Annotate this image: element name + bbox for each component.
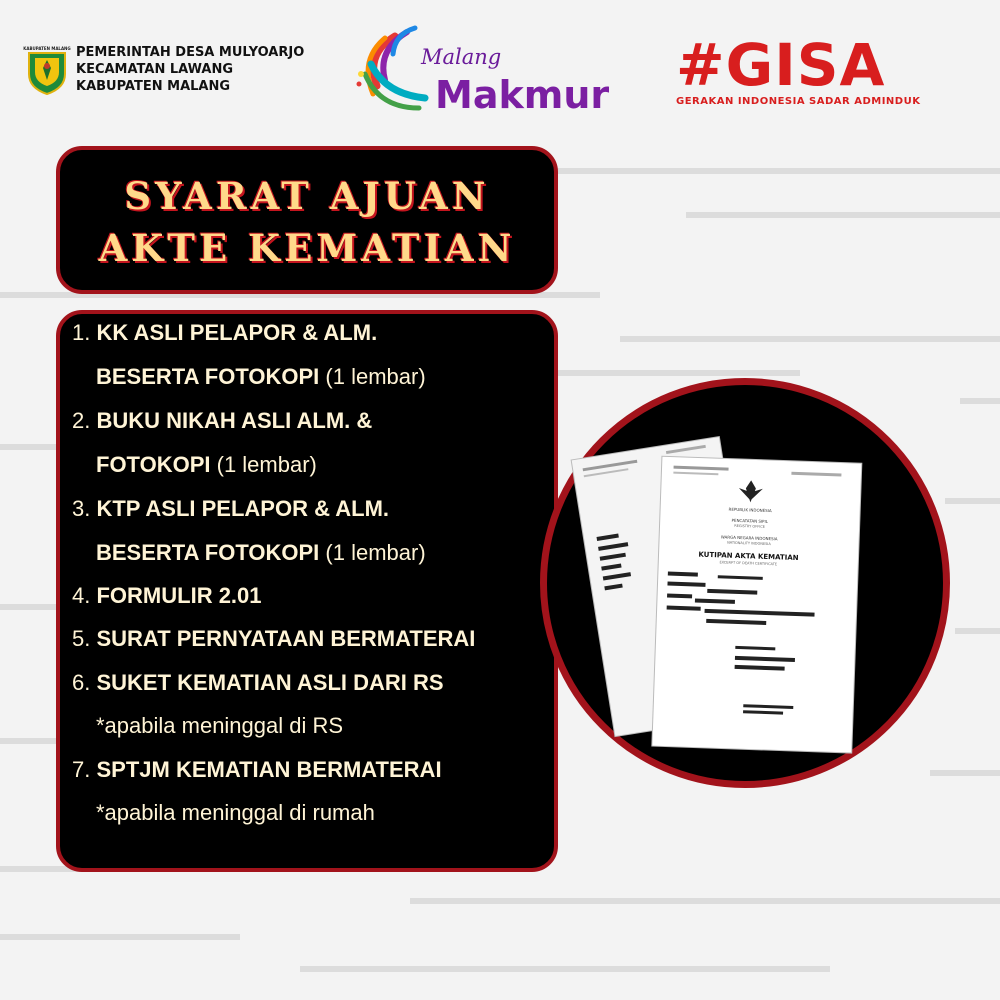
svg-text:WARGA NEGARA INDONESIA: WARGA NEGARA INDONESIA xyxy=(720,534,778,542)
item-number: 7. xyxy=(72,757,91,782)
makmur-wordmark: Makmur xyxy=(435,73,610,117)
title-line-2: AKTE KEMATIAN xyxy=(98,226,516,270)
regency-emblem-icon xyxy=(23,44,71,96)
gisa-title: #GISA xyxy=(676,31,886,99)
svg-text:PENCATATAN SIPIL: PENCATATAN SIPIL xyxy=(731,517,769,524)
death-certificate-image xyxy=(547,385,943,781)
title-line-1: SYARAT AJUAN xyxy=(124,174,490,218)
item-number: 3. xyxy=(72,496,91,521)
list-item-continuation xyxy=(96,450,317,480)
item-text: FORMULIR 2.01 xyxy=(96,583,262,608)
malang-makmur-logo xyxy=(355,24,635,116)
item-text: KK ASLI PELAPOR & ALM. xyxy=(96,320,378,345)
item-number: 4. xyxy=(72,583,91,608)
list-item xyxy=(72,668,444,698)
item-text: BESERTA FOTOKOPI xyxy=(96,540,320,565)
item-number: 1. xyxy=(72,320,91,345)
list-item-continuation xyxy=(96,538,426,568)
item-note-text: *apabila meninggal di rumah xyxy=(96,800,375,825)
item-note xyxy=(96,711,343,741)
item-text: SUKET KEMATIAN ASLI DARI RS xyxy=(96,670,444,695)
gisa-logo xyxy=(676,31,976,108)
item-quantity: (1 lembar) xyxy=(325,540,426,565)
gisa-subtitle: GERAKAN INDONESIA SADAR ADMINDUK xyxy=(676,96,921,107)
item-text: SPTJM KEMATIAN BERMATERAI xyxy=(96,757,442,782)
item-text: FOTOKOPI xyxy=(96,452,211,477)
item-quantity: (1 lembar) xyxy=(325,364,426,389)
item-number: 5. xyxy=(72,626,91,651)
requirements-list xyxy=(56,310,558,872)
item-quantity: (1 lembar) xyxy=(216,452,317,477)
svg-text:EXCERPT OF DEATH CERTIFICATE: EXCERPT OF DEATH CERTIFICATE xyxy=(719,560,778,567)
item-text: BESERTA FOTOKOPI xyxy=(96,364,320,389)
item-note xyxy=(96,798,375,828)
regency-name: KABUPATEN MALANG xyxy=(76,79,231,94)
government-name xyxy=(76,44,304,95)
title-box xyxy=(56,146,558,294)
list-item xyxy=(72,318,377,348)
rainbow-swirl-icon xyxy=(357,28,426,108)
item-text: BUKU NIKAH ASLI ALM. & xyxy=(96,408,373,433)
village-name: PEMERINTAH DESA MULYOARJO xyxy=(76,45,305,60)
item-note-text: *apabila meninggal di RS xyxy=(96,713,344,738)
malang-script: Malang xyxy=(421,45,502,69)
item-text: KTP ASLI PELAPOR & ALM. xyxy=(96,496,390,521)
list-item xyxy=(72,581,262,611)
list-item xyxy=(72,406,372,436)
svg-text:NATIONALITY INDONESIA: NATIONALITY INDONESIA xyxy=(727,540,771,547)
list-item xyxy=(72,624,475,654)
government-header xyxy=(23,40,346,100)
list-item xyxy=(72,494,389,524)
svg-text:REGISTRY OFFICE: REGISTRY OFFICE xyxy=(734,523,765,529)
list-item xyxy=(72,755,442,785)
certificate-circle xyxy=(540,378,950,788)
item-number: 2. xyxy=(72,408,91,433)
list-item-continuation xyxy=(96,362,426,392)
certificate-front-page xyxy=(652,456,862,753)
svg-text:KABUPATEN MALANG: KABUPATEN MALANG xyxy=(23,46,71,51)
district-name: KECAMATAN LAWANG xyxy=(76,62,233,77)
svg-text:REPUBLIK INDONESIA: REPUBLIK INDONESIA xyxy=(728,506,772,514)
item-text: SURAT PERNYATAAN BERMATERAI xyxy=(96,626,476,651)
item-number: 6. xyxy=(72,670,91,695)
svg-text:KUTIPAN AKTA KEMATIAN: KUTIPAN AKTA KEMATIAN xyxy=(698,550,799,563)
